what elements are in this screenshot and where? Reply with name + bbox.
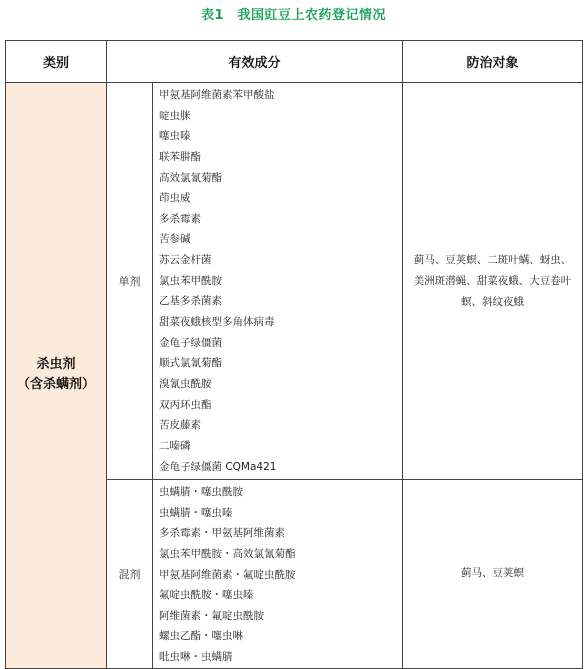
ingredient-item: 金龟子绿僵菌 CQMa421 (159, 460, 277, 473)
ingredient-item: 溴氰虫酰胺 (159, 377, 212, 390)
table-title: 表1 我国豇豆上农药登记情况 (200, 8, 387, 23)
ingredient-item: 高效氯氰菊酯 (159, 171, 222, 184)
ingredient-item: 氯虫苯甲酰胺 (159, 274, 222, 287)
header-targets: 防治对象 (403, 41, 583, 83)
ingredient-item: 乙基多杀菌素 (159, 295, 222, 308)
ingredient-item: 吡虫啉・虫螨腈 (159, 651, 233, 664)
ingredient-item: 甜菜夜蛾核型多角体病毒 (159, 316, 275, 329)
category-subname: （含杀螨剂） (16, 377, 95, 393)
targets-single: 蓟马、豆荚螟、二斑叶螨、蚜虫、美洲斑潜蝇、甜菜夜蛾、大豆卷叶螟、斜纹夜蛾 (403, 83, 583, 480)
ingredient-item: 虫螨腈・噻虫酰胺 (159, 486, 243, 498)
group-label-mixed: 混剂 (107, 480, 153, 669)
pesticide-registration-table (5, 40, 583, 669)
ingredient-item: 茚虫威 (159, 192, 191, 205)
ingredient-item: 多杀霉素 (159, 212, 201, 225)
ingredient-item: 噻虫嗪 (159, 130, 191, 143)
ingredient-item: 甲氨基阿维菌素・氟啶虫酰胺 (159, 568, 296, 581)
header-category: 类别 (6, 41, 107, 83)
targets-mixed: 蓟马、豆荚螟 (403, 480, 583, 669)
category-cell (6, 83, 107, 669)
group-row-single (6, 83, 583, 480)
ingredient-list-mixed (153, 480, 403, 669)
group-label-single: 单剂 (107, 83, 153, 480)
ingredient-item: 苦皮藤素 (159, 419, 201, 432)
ingredient-item: 双丙环虫酯 (159, 398, 212, 411)
ingredient-item: 阿维菌素・氟啶虫酰胺 (159, 609, 264, 622)
ingredient-list-single (153, 83, 403, 480)
ingredient-item: 金龟子绿僵菌 (159, 336, 222, 349)
ingredient-item: 螺虫乙酯・噻虫啉 (159, 630, 243, 643)
ingredient-item: 顺式氯氰菊酯 (159, 357, 222, 370)
header-row (6, 41, 583, 83)
header-ingredients: 有效成分 (107, 41, 403, 83)
ingredient-item: 苦参碱 (159, 233, 191, 246)
ingredient-item: 联苯肼酯 (159, 150, 201, 163)
category-name: 杀虫剂 (36, 357, 76, 373)
ingredient-item: 啶虫脒 (159, 109, 191, 122)
ingredient-item: 多杀霉素・甲氨基阿维菌素 (159, 527, 285, 540)
ingredient-item: 甲氨基阿维菌素苯甲酸盐 (159, 89, 275, 101)
ingredient-item: 虫螨腈・噻虫嗪 (159, 506, 233, 519)
ingredient-item: 二嗪磷 (159, 439, 191, 452)
ingredient-item: 氟啶虫酰胺・噻虫嗪 (159, 589, 254, 602)
ingredient-item: 氯虫苯甲酰胺・高效氯氰菊酯 (159, 547, 296, 560)
ingredient-item: 苏云金杆菌 (159, 254, 212, 267)
